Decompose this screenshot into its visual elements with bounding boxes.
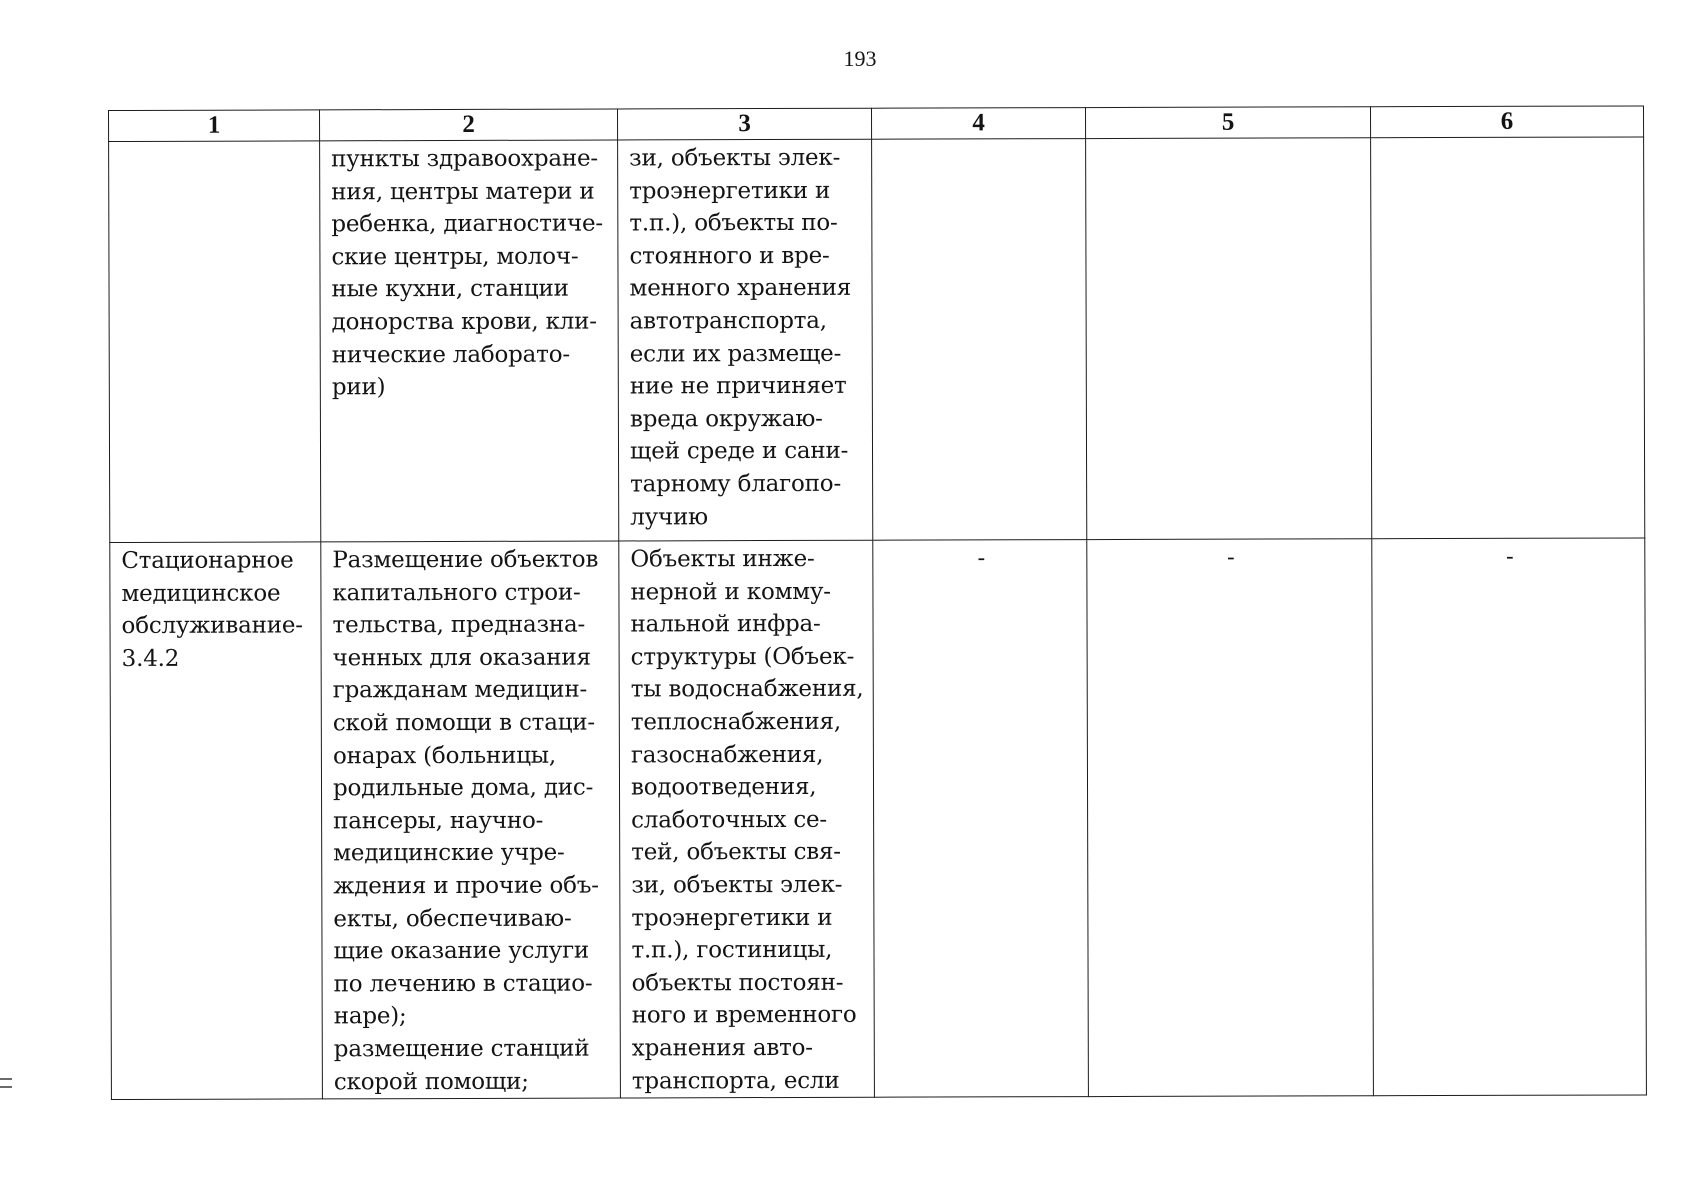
table-cell (1372, 538, 1647, 1096)
cell-text: пункты здравоохране- ния, центры матери и ребенка, диагностиче- ские центры, молоч- ные кухни, станции донорства крови, кли- нические лаборато- рии) (331, 145, 603, 401)
table-cell (618, 139, 873, 541)
table-cell (872, 139, 1087, 541)
scan-margin-mark (0, 1086, 12, 1088)
cell-text: Стационарное медицинское обслуживание- 3.4.2 (121, 547, 303, 672)
column-header-6: 6 (1370, 106, 1643, 138)
table-cell (1087, 539, 1374, 1097)
cell-text (1097, 140, 1362, 141)
table-cell (320, 140, 619, 542)
cell-text: Размещение объектов капитального строи- тельства, предназна- ченных для оказания гражданам медицин- ской помощи в стаци- онарах (больницы, родильные дома, дис- пансеры, научно- медицинские учре- ждения и прочие объ- екты, обеспечиваю- щие оказание услуги по лечению в стацио- наре); размещение станций скорой помощи; (332, 546, 599, 1095)
column-header-4: 4 (871, 108, 1085, 140)
table-cell (110, 542, 323, 1100)
table-cell (109, 141, 321, 543)
table-cell (321, 541, 621, 1099)
page-number: 193 (843, 46, 877, 71)
cell-text: - (977, 545, 986, 572)
table-cell (1371, 137, 1645, 539)
cell-text: - (1505, 543, 1514, 570)
cell-text (120, 143, 311, 144)
column-header-2: 2 (320, 109, 618, 141)
cell-text (1382, 139, 1635, 140)
cell-text: Объекты инже- нерной и комму- нальной инфра- структуры (Объек- ты водоснабжения, теплоснабжения, газоснабжения, водоотведения, слаботочных се- тей, объекты свя- зи, объекты элек- троэнергетики и т.п.), гостиницы, объекты постоян- ного и временного хранения авто- транспорта, если (630, 545, 864, 1094)
land-use-table (108, 105, 1647, 1100)
column-header-5: 5 (1085, 107, 1370, 139)
column-header-1: 1 (109, 110, 320, 142)
cell-text: зи, объекты элек- троэнергетики и т.п.), объекты по- стоянного и вре- менного хранения автотранспорта, если их размеще- ние не причиняет вреда окружаю- щей среде и сани- тарному благопо- лучию (629, 144, 852, 530)
table-cell (1086, 138, 1372, 540)
table-cell (873, 540, 1089, 1098)
table-cell (619, 540, 875, 1098)
table-header-row (109, 106, 1644, 142)
scan-margin-mark (0, 1078, 12, 1080)
cell-text: - (1226, 544, 1235, 571)
column-header-3: 3 (617, 108, 871, 140)
cell-text (883, 141, 1077, 142)
table-row-continuation (109, 137, 1645, 543)
table-row-inpatient-care (110, 538, 1647, 1100)
